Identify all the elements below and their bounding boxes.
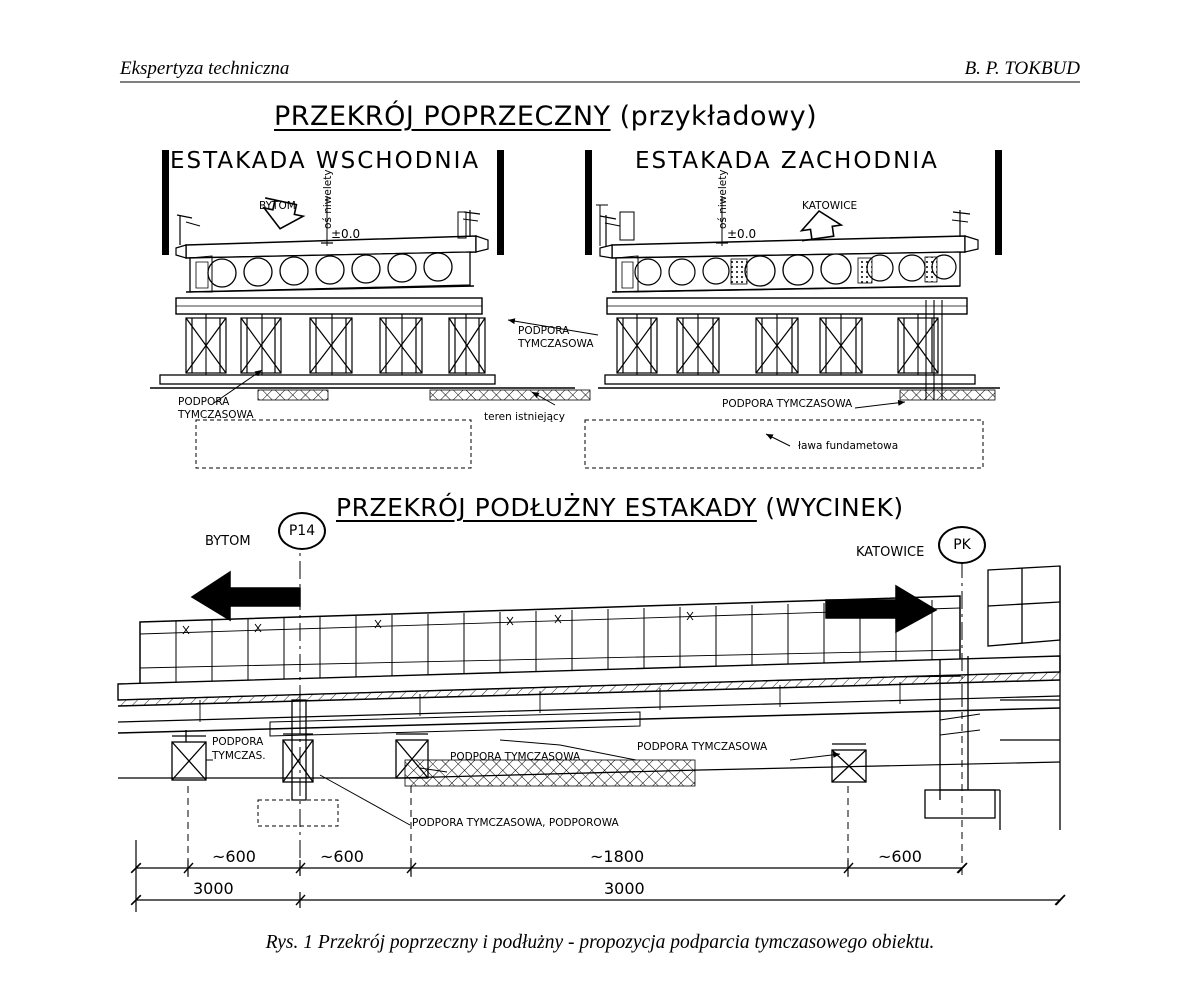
label-katowice-long: KATOWICE	[856, 545, 925, 560]
longitudinal-title	[336, 493, 904, 522]
label-temp-support-west: PODPORA TYMCZASOWA	[722, 398, 853, 410]
dim-lower-1: 3000	[193, 879, 234, 898]
cross-section-title-suffix: (przykładowy)	[610, 101, 818, 132]
west-viaduct-title: ESTAKADA ZACHODNIA	[635, 148, 939, 174]
dim-upper-3: ~1800	[590, 847, 645, 866]
label-support-long-3: PODPORA TYMCZASOWA	[637, 741, 768, 753]
longitudinal-title-suffix: (WYCINEK)	[756, 493, 904, 522]
label-axis-east: oś niwelety	[322, 169, 334, 229]
figure-caption: Rys. 1 Przekrój poprzeczny i podłużny - propozycja podparcia tymczasowego obiektu.	[265, 932, 935, 953]
label-existing-terrain: teren istniejący	[484, 411, 565, 423]
label-support-long-1-line2: TYMCZAS.	[212, 750, 266, 762]
cross-section-title-main: PRZEKRÓJ POPRZECZNY	[274, 101, 611, 132]
label-temp-support-east-line2: TYMCZASOWA	[178, 409, 254, 421]
cross-section-title	[274, 101, 817, 132]
label-axis-west: oś niwelety	[717, 169, 729, 229]
label-axis-value-west: ±0.0	[727, 227, 757, 241]
label-temp-support-east-line1: PODPORA	[178, 396, 230, 408]
label-temp-support-mid-line2: TYMCZASOWA	[518, 338, 594, 350]
label-bytom-long: BYTOM	[205, 534, 251, 549]
dim-upper-4: ~600	[878, 847, 922, 866]
label-foundation-footing: ława fundametowa	[798, 440, 899, 452]
longitudinal-title-main: PRZEKRÓJ PODŁUŻNY ESTAKADY	[336, 493, 757, 522]
header-left-text: Ekspertyza techniczna	[120, 58, 290, 79]
marker-pk: PK	[938, 526, 986, 564]
label-support-long-1-line1: PODPORA	[212, 736, 264, 748]
marker-p14: P14	[278, 512, 326, 550]
dim-lower-2: 3000	[604, 879, 645, 898]
dim-upper-1: ~600	[212, 847, 256, 866]
label-bytom-cross: BYTOM	[259, 200, 296, 212]
dim-upper-2: ~600	[320, 847, 364, 866]
label-axis-value-east: ±0.0	[331, 227, 361, 241]
label-temp-support-mid-line1: PODPORA	[518, 325, 570, 337]
label-katowice-cross: KATOWICE	[802, 200, 858, 212]
west-cross-section-graphic	[585, 150, 1002, 468]
label-support-long-4: PODPORA TYMCZASOWA, PODPOROWA	[412, 817, 619, 829]
label-support-long-2: PODPORA TYMCZASOWA	[450, 751, 581, 763]
header-right-text: B. P. TOKBUD	[964, 58, 1080, 79]
east-viaduct-title: ESTAKADA WSCHODNIA	[170, 148, 481, 174]
